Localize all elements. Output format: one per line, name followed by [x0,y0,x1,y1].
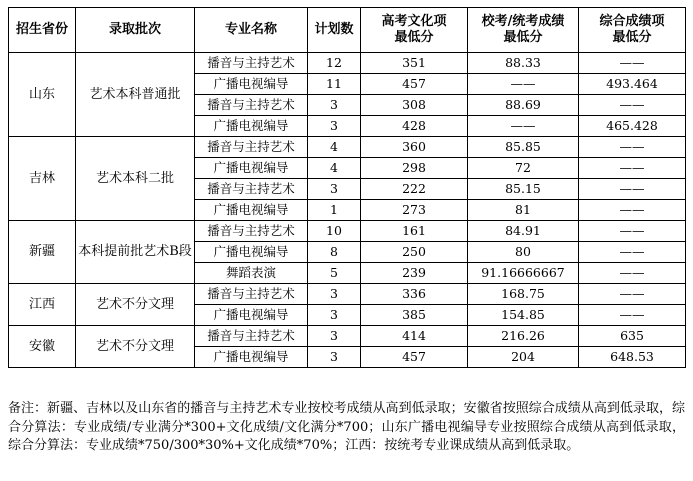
culture-min-cell: 250 [361,242,468,263]
school-min-cell: —— [468,116,579,137]
school-min-cell: 72 [468,158,579,179]
school-min-cell: 88.33 [468,53,579,74]
batch-cell: 艺术不分文理 [76,284,195,326]
plan-cell: 1 [308,200,361,221]
plan-cell: 5 [308,263,361,284]
plan-cell: 3 [308,179,361,200]
combined-min-cell: 493.464 [579,74,686,95]
header-culture-min: 高考文化项 最低分 [361,8,468,53]
major-cell: 广播电视编导 [195,74,308,95]
school-min-cell: 85.85 [468,137,579,158]
school-min-cell: 88.69 [468,95,579,116]
province-cell: 江西 [9,284,76,326]
province-cell: 安徽 [9,326,76,368]
province-cell: 吉林 [9,137,76,221]
culture-min-cell: 385 [361,305,468,326]
school-min-cell: 81 [468,200,579,221]
plan-cell: 8 [308,242,361,263]
plan-cell: 3 [308,305,361,326]
major-cell: 广播电视编导 [195,200,308,221]
school-min-cell: 84.91 [468,221,579,242]
major-cell: 广播电视编导 [195,158,308,179]
plan-cell: 3 [308,347,361,368]
province-cell: 山东 [9,53,76,137]
major-cell: 播音与主持艺术 [195,284,308,305]
table-row [9,137,686,158]
combined-min-cell: —— [579,95,686,116]
school-min-cell: 85.15 [468,179,579,200]
header-major: 专业名称 [195,8,308,53]
table-body [9,53,686,368]
school-min-cell: 154.85 [468,305,579,326]
table-row [9,326,686,347]
admission-table [8,7,686,368]
combined-min-cell: —— [579,263,686,284]
culture-min-cell: 414 [361,326,468,347]
combined-min-cell: —— [579,53,686,74]
header-province: 招生省份 [9,8,76,53]
culture-min-cell: 222 [361,179,468,200]
plan-cell: 3 [308,284,361,305]
combined-min-cell: —— [579,137,686,158]
table-row [9,53,686,74]
major-cell: 播音与主持艺术 [195,326,308,347]
school-min-cell: 216.26 [468,326,579,347]
major-cell: 舞蹈表演 [195,263,308,284]
batch-cell: 艺术本科二批 [76,137,195,221]
table-row [9,284,686,305]
school-min-cell: 168.75 [468,284,579,305]
major-cell: 广播电视编导 [195,347,308,368]
combined-min-cell: 635 [579,326,686,347]
plan-cell: 3 [308,116,361,137]
plan-cell: 3 [308,95,361,116]
plan-cell: 3 [308,326,361,347]
culture-min-cell: 239 [361,263,468,284]
batch-cell: 本科提前批艺术B段 [76,221,195,284]
combined-min-cell: —— [579,305,686,326]
major-cell: 播音与主持艺术 [195,53,308,74]
footnote: 备注：新疆、吉林以及山东省的播音与主持艺术专业按校考成绩从高到低录取；安徽省按照综合成绩从高到低录取，综合分算法：专业成绩/专业满分*300+文化成绩/文化满分*700；山东广播电视编导专业按照综合成绩从高到低录取，综合分算法：专业成绩*750/300*30%+文化成绩*70%；江西：按统考专业课成绩从高到低录取。 [8,401,685,453]
combined-min-cell: —— [579,221,686,242]
culture-min-cell: 161 [361,221,468,242]
plan-cell: 12 [308,53,361,74]
major-cell: 播音与主持艺术 [195,137,308,158]
header-batch: 录取批次 [76,8,195,53]
combined-min-cell: —— [579,158,686,179]
major-cell: 广播电视编导 [195,305,308,326]
school-min-cell: 204 [468,347,579,368]
major-cell: 广播电视编导 [195,116,308,137]
culture-min-cell: 336 [361,284,468,305]
plan-cell: 10 [308,221,361,242]
culture-min-cell: 428 [361,116,468,137]
header-school-min: 校考/统考成绩 最低分 [468,8,579,53]
admission-table-container [8,7,685,368]
major-cell: 播音与主持艺术 [195,95,308,116]
combined-min-cell: —— [579,242,686,263]
header-plan: 计划数 [308,8,361,53]
plan-cell: 4 [308,158,361,179]
province-cell: 新疆 [9,221,76,284]
combined-min-cell: —— [579,284,686,305]
header-combined-min: 综合成绩项 最低分 [579,8,686,53]
culture-min-cell: 457 [361,74,468,95]
combined-min-cell: 648.53 [579,347,686,368]
major-cell: 播音与主持艺术 [195,179,308,200]
culture-min-cell: 308 [361,95,468,116]
culture-min-cell: 298 [361,158,468,179]
major-cell: 播音与主持艺术 [195,221,308,242]
batch-cell: 艺术不分文理 [76,326,195,368]
culture-min-cell: 351 [361,53,468,74]
table-row [9,221,686,242]
culture-min-cell: 457 [361,347,468,368]
combined-min-cell: —— [579,200,686,221]
header-row [9,8,686,53]
batch-cell: 艺术本科普通批 [76,53,195,137]
culture-min-cell: 273 [361,200,468,221]
culture-min-cell: 360 [361,137,468,158]
school-min-cell: 80 [468,242,579,263]
major-cell: 广播电视编导 [195,242,308,263]
school-min-cell: 91.16666667 [468,263,579,284]
plan-cell: 11 [308,74,361,95]
plan-cell: 4 [308,137,361,158]
combined-min-cell: —— [579,179,686,200]
combined-min-cell: 465.428 [579,116,686,137]
school-min-cell: —— [468,74,579,95]
